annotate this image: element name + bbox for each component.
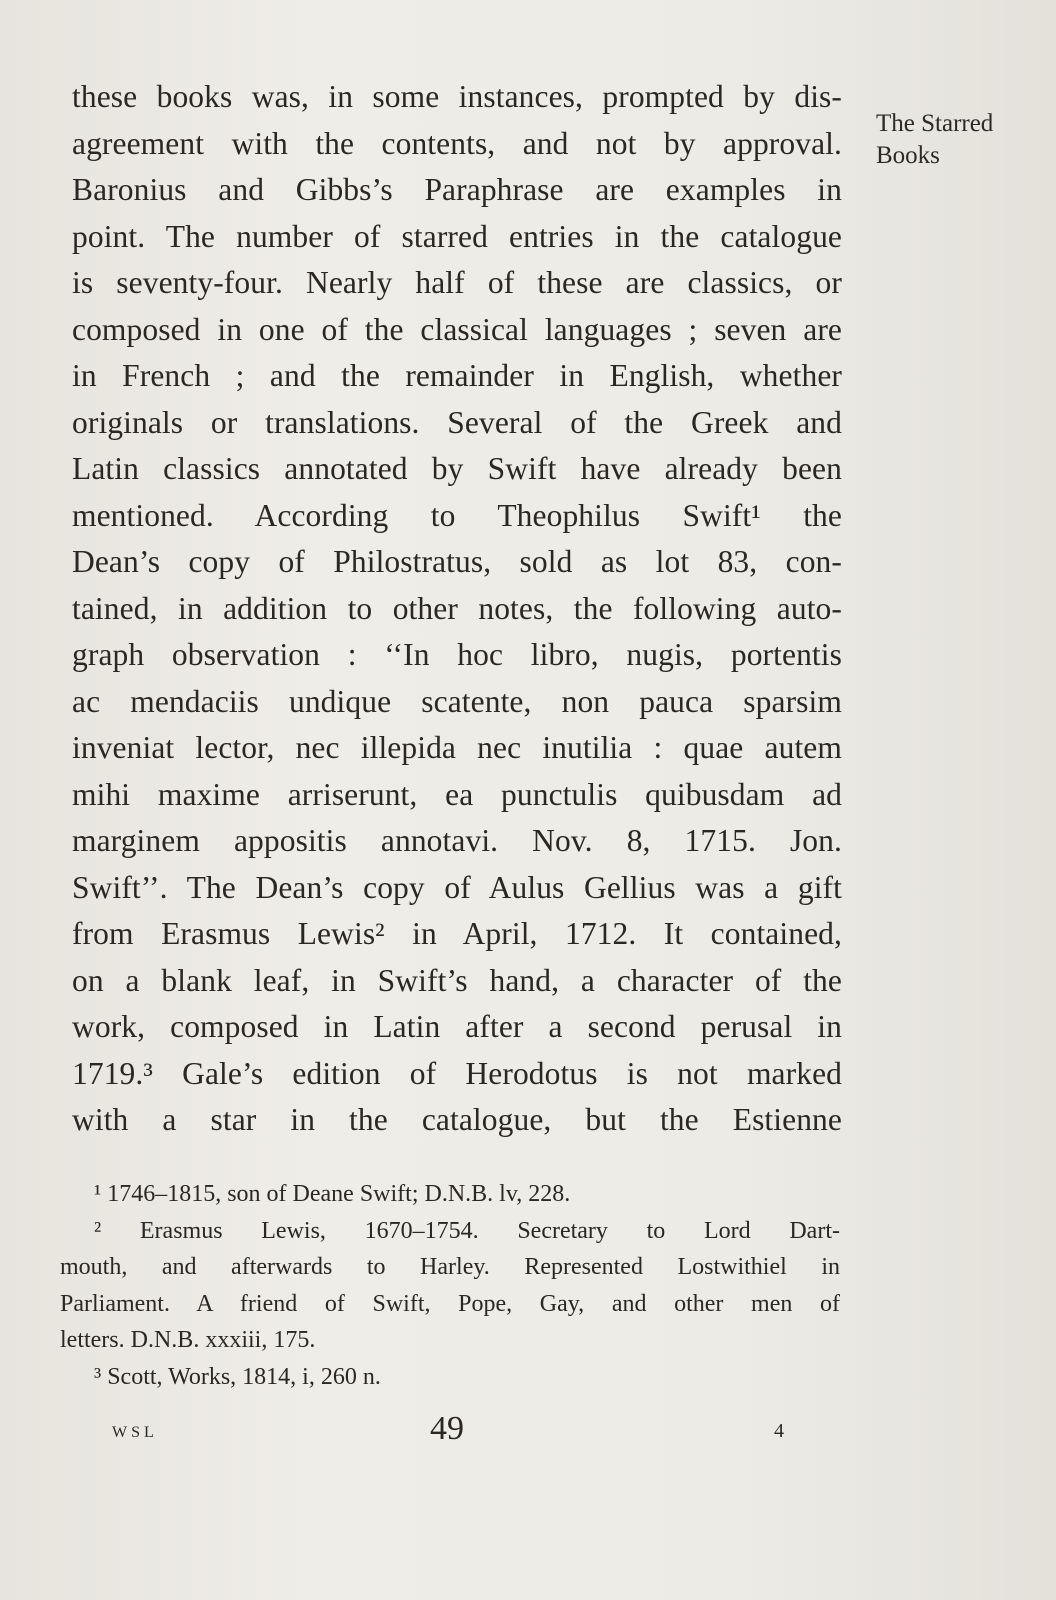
body-line: these books was, in some instances, prompted by dis- xyxy=(72,79,842,114)
body-line: marginem appositis annotavi. Nov. 8, 1715. Jon. xyxy=(72,823,842,858)
body-line: composed in one of the classical languages ; seven are xyxy=(72,311,842,347)
body-line: Swift’’. The Dean’s copy of Aulus Gellius was a gift xyxy=(72,869,842,905)
footnote-2-end: letters. D.N.B. xxxiii, 175. xyxy=(60,1327,316,1353)
margin-note-line: Books xyxy=(876,142,940,169)
body-line: mihi maxime arriserunt, ea punctulis quibusdam ad xyxy=(72,776,842,812)
margin-note-line: The Starred xyxy=(876,110,994,137)
body-line: in French ; and the remainder in English, whether xyxy=(72,358,842,393)
body-line: ac mendaciis undique scatente, non pauca sparsim xyxy=(72,683,842,719)
body-line: point. The number of starred entries in the catalogue xyxy=(72,218,842,254)
signature-mark: WSL xyxy=(112,1424,158,1441)
body-line: 1719.³ Gale’s edition of Herodotus is not marked xyxy=(72,1055,842,1091)
footnote-2: ² Erasmus Lewis, 1670–1754. Secretary to Lord Dart- xyxy=(94,1217,840,1244)
body-line: Baronius and Gibbs’s Paraphrase are examples in xyxy=(72,172,842,207)
footnote-1: ¹ 1746–1815, son of Deane Swift; D.N.B. lv, 228. xyxy=(94,1181,571,1207)
body-line: from Erasmus Lewis² in April, 1712. It contained, xyxy=(72,916,842,951)
body-line: graph observation : ‘‘In hoc libro, nugis, portentis xyxy=(72,637,842,672)
footnotes xyxy=(60,1176,840,1395)
body-line: with a star in the catalogue, but the Estienne xyxy=(72,1102,842,1137)
body-line: Latin classics annotated by Swift have already been xyxy=(72,451,842,486)
gathering-mark: 4 xyxy=(774,1420,784,1442)
margin-note xyxy=(876,108,1046,172)
footnote-2-cont: Parliament. A friend of Swift, Pope, Gay, and other men of xyxy=(60,1290,840,1317)
body-line: on a blank leaf, in Swift’s hand, a character of the xyxy=(72,962,842,998)
page-number: 49 xyxy=(430,1410,464,1447)
body-line: mentioned. According to Theophilus Swift¹ the xyxy=(72,497,842,533)
body-line: originals or translations. Several of the Greek and xyxy=(72,404,842,440)
body-line: tained, in addition to other notes, the following auto- xyxy=(72,590,842,626)
body-line: agreement with the contents, and not by approval. xyxy=(72,125,842,161)
body-text xyxy=(72,74,842,1144)
body-line: Dean’s copy of Philostratus, sold as lot 83, con- xyxy=(72,544,842,579)
footnote-3: ³ Scott, Works, 1814, i, 260 n. xyxy=(94,1363,381,1390)
body-line: is seventy-four. Nearly half of these are classics, or xyxy=(72,265,842,300)
body-line: work, composed in Latin after a second perusal in xyxy=(72,1009,842,1044)
footnote-2-cont: mouth, and afterwards to Harley. Represented Lostwithiel in xyxy=(60,1254,840,1280)
body-line: inveniat lector, nec illepida nec inutilia : quae autem xyxy=(72,730,842,765)
